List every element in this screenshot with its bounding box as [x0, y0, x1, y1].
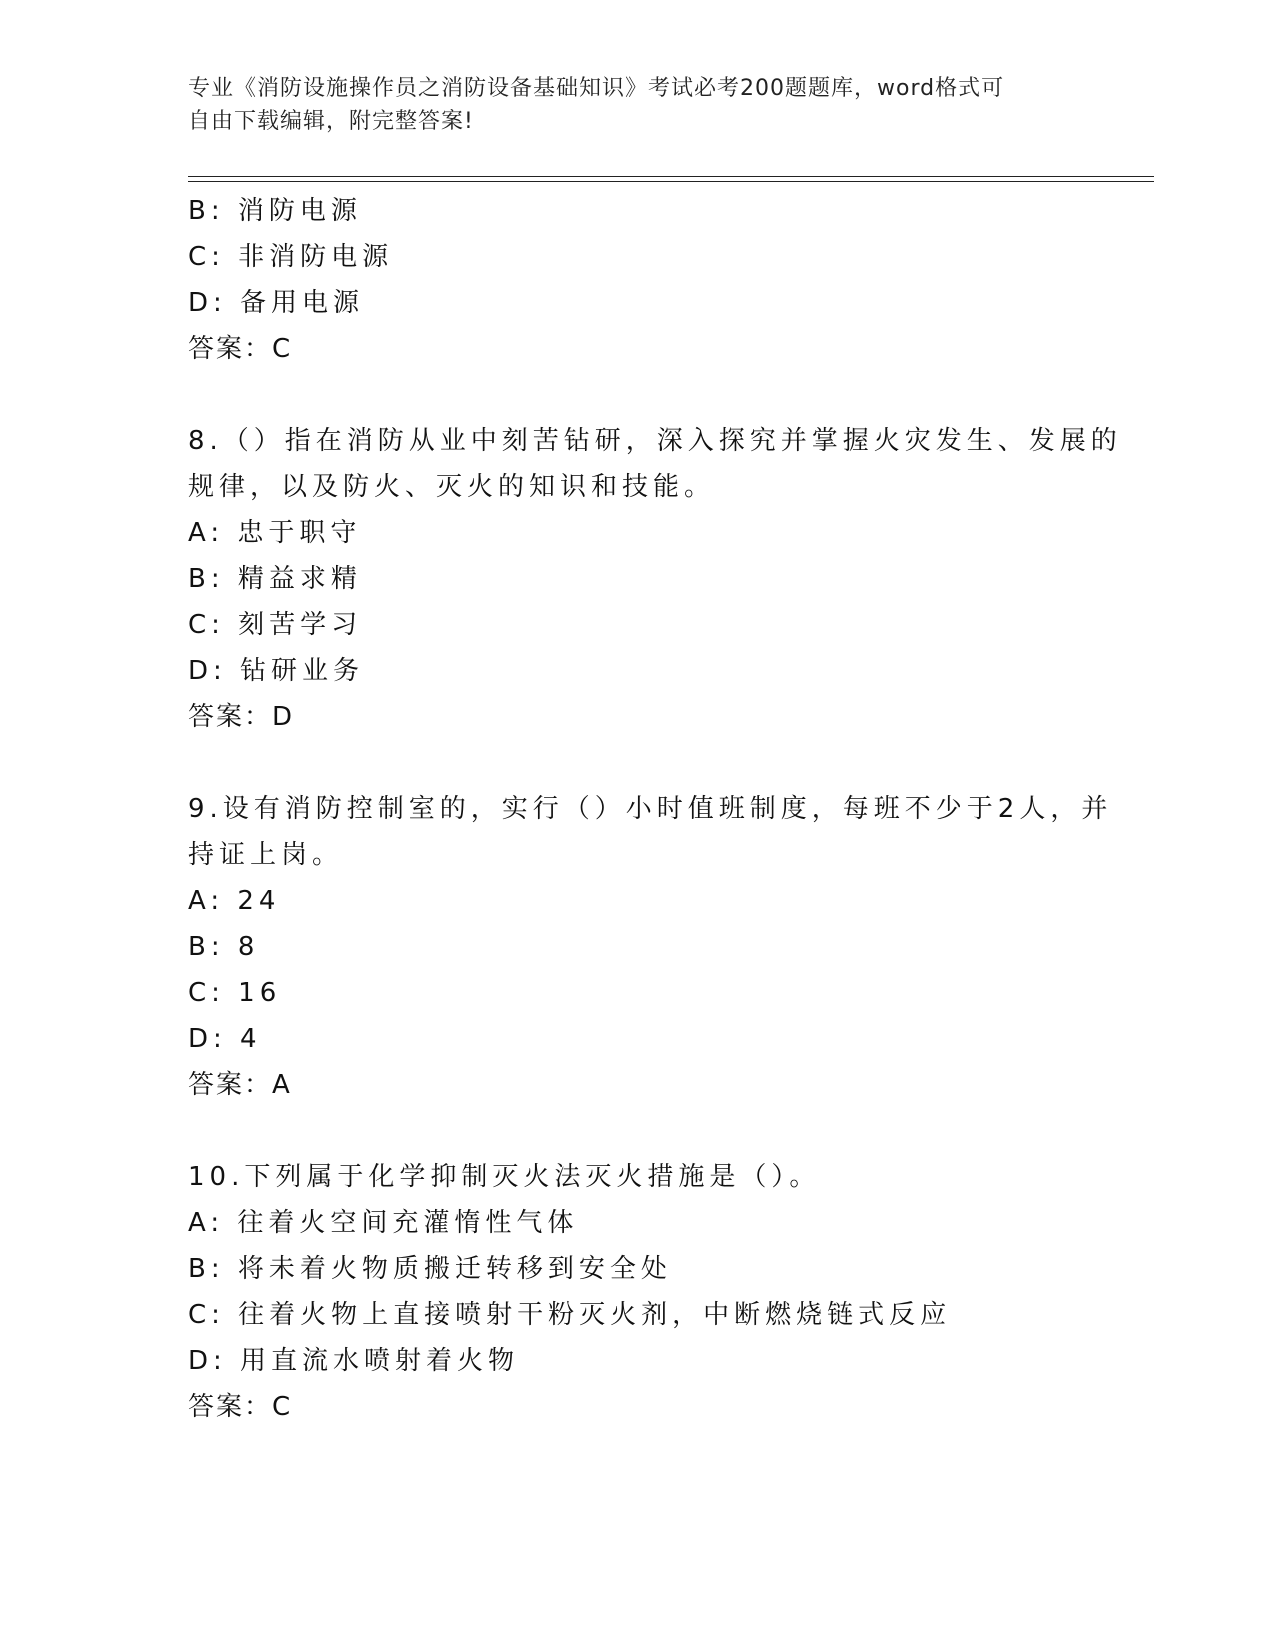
question-10 — [188, 1154, 1148, 1430]
header-line-1: 专业《消防设施操作员之消防设备基础知识》考试必考200题题库，word格式可 — [188, 76, 1005, 101]
spacer — [188, 740, 1148, 786]
answer: 答案：D — [188, 702, 295, 732]
question-stem: 8.（）指在消防从业中刻苦钻研，深入探究并掌握火灾发生、发展的 — [188, 426, 1122, 456]
question-9 — [188, 786, 1148, 1108]
answer: 答案：C — [188, 334, 293, 364]
answer: 答案：C — [188, 1392, 293, 1422]
option-a: A: 往着火空间充灌惰性气体 — [188, 1208, 579, 1238]
question-8 — [188, 418, 1148, 740]
question-stem-continued: 规律，以及防火、灭火的知识和技能。 — [188, 472, 716, 502]
question-stem: 9.设有消防控制室的，实行（）小时值班制度，每班不少于2人，并 — [188, 794, 1113, 824]
header-line-2: 自由下载编辑，附完整答案! — [188, 109, 474, 134]
option-a: A: 忠于职守 — [188, 518, 362, 548]
option-c: C: 往着火物上直接喷射干粉灭火剂，中断燃烧链式反应 — [188, 1300, 952, 1330]
option-b: B: 8 — [188, 932, 260, 962]
option-b: B: 消防电源 — [188, 196, 362, 226]
spacer — [188, 372, 1148, 418]
divider-line-bottom — [188, 181, 1154, 182]
header-divider — [188, 176, 1154, 182]
divider-line-top — [188, 176, 1154, 177]
document-header — [188, 72, 1078, 138]
option-a: A: 24 — [188, 886, 281, 916]
option-b: B: 将未着火物质搬迁转移到安全处 — [188, 1254, 672, 1284]
option-d: D: 用直流水喷射着火物 — [188, 1346, 520, 1376]
option-c: C: 非消防电源 — [188, 242, 394, 272]
option-d: D: 备用电源 — [188, 288, 365, 318]
spacer — [188, 1108, 1148, 1154]
option-c: C: 16 — [188, 978, 282, 1008]
question-list — [188, 188, 1148, 1430]
question-7-tail — [188, 188, 1148, 372]
option-d: D: 4 — [188, 1024, 262, 1054]
question-stem: 10.下列属于化学抑制灭火法灭火措施是（）。 — [188, 1162, 821, 1192]
answer: 答案：A — [188, 1070, 292, 1100]
question-stem-continued: 持证上岗。 — [188, 840, 344, 870]
option-c: C: 刻苦学习 — [188, 610, 363, 640]
option-d: D: 钻研业务 — [188, 656, 365, 686]
option-b: B: 精益求精 — [188, 564, 362, 594]
